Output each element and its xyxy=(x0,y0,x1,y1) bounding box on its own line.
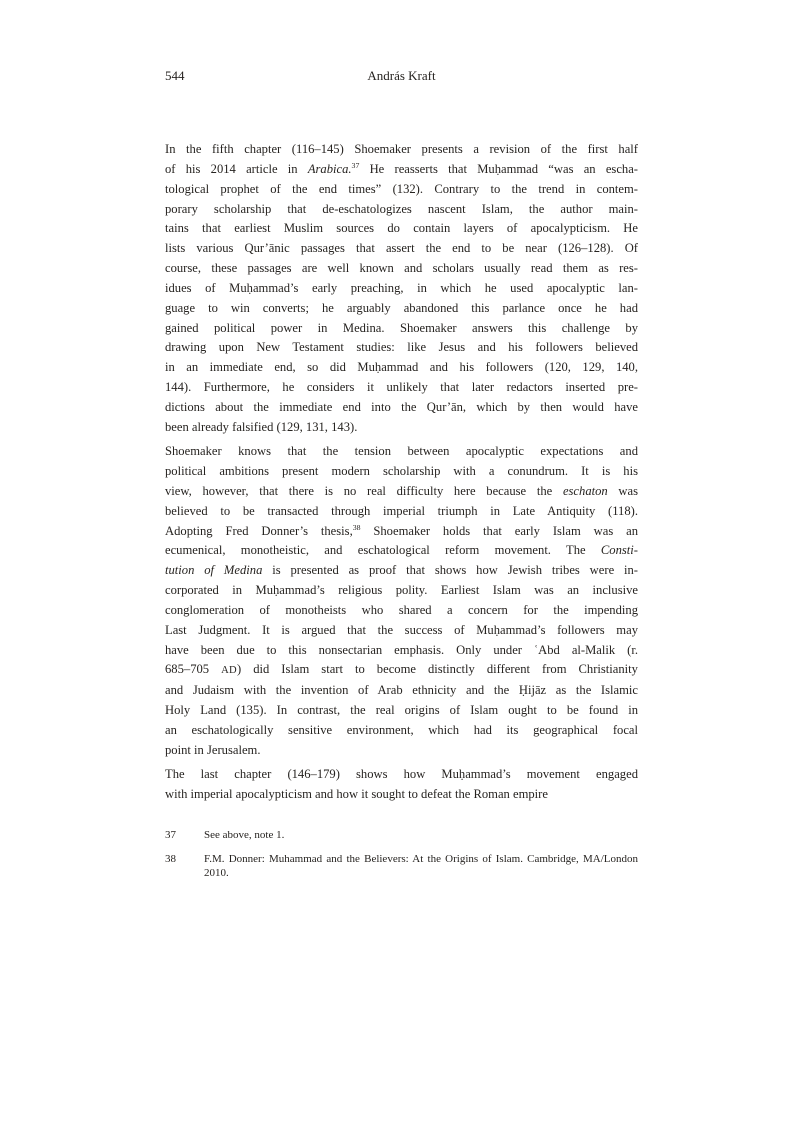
body-text xyxy=(165,140,638,805)
paragraph-1 xyxy=(165,140,638,438)
text-line: 144). Furthermore, he considers it unlikely that later redactors inserted pre- xyxy=(165,380,638,395)
small-caps: AD xyxy=(221,665,237,677)
text-line: point in Jerusalem. xyxy=(165,742,261,757)
text-line: view, however, that there is no real difficulty here because the eschaton was xyxy=(165,483,638,498)
page-number: 544 xyxy=(165,68,185,83)
text-line: gained political power in Medina. Shoemaker answers this challenge by xyxy=(165,320,638,335)
text-line: believed to be transacted through imperial triumph in Late Antiquity (118). xyxy=(165,503,638,518)
text-line: conglomeration of monotheists who shared a concern for the impending xyxy=(165,602,638,617)
paragraph-3 xyxy=(165,765,638,805)
text-line: in an immediate end, so did Muḥammad and his followers (120, 129, 140, xyxy=(165,360,638,375)
footnote-number: 38 xyxy=(165,852,176,865)
text-line: Last Judgment. It is argued that the success of Muḥammad’s followers may xyxy=(165,622,638,637)
text-line: with imperial apocalypticism and how it sought to defeat the Roman empire xyxy=(165,787,548,801)
text-line: The last chapter (146–179) shows how Muḥammad’s movement engaged xyxy=(165,767,638,782)
footnote-text: See above, note 1. xyxy=(204,829,285,841)
text-line: ecumenical, monotheistic, and eschatological reform movement. The Consti- xyxy=(165,543,638,558)
text-line: tains that earliest Muslim sources do contain layers of apocalypticism. He xyxy=(165,221,638,236)
text-line: an eschatologically sensitive environment, which had its geographical focal xyxy=(165,722,638,737)
running-title: András Kraft xyxy=(367,68,436,83)
footnote-text: F.M. Donner: Muhammad and the Believers: At the Origins of Islam. Cambridge, MA/London 2010. xyxy=(204,852,638,880)
footnote-ref: 37 xyxy=(351,160,360,170)
text-line: course, these passages are well known and scholars usually read them as res- xyxy=(165,261,638,276)
text-line: of his 2014 article in Arabica.$^{37}$ He reasserts that Muḥammad “was an escha- xyxy=(165,160,638,176)
text-line: 685–705 AD) did Islam start to become distinctly different from Christianity xyxy=(165,662,638,677)
text-line: In the fifth chapter (116–145) Shoemaker presents a revision of the first half xyxy=(165,142,638,156)
text-line: been already falsified (129, 131, 143). xyxy=(165,419,358,434)
paragraph-2 xyxy=(165,442,638,761)
footnote-number: 37 xyxy=(165,829,176,841)
text-line: tological prophet of the end times” (132). Contrary to the trend in contem- xyxy=(165,181,638,196)
text-line: Holy Land (135). In contrast, the real origins of Islam ought to be found in xyxy=(165,703,638,718)
text-line: dictions about the immediate end into the Qur’ān, which by then would have xyxy=(165,399,638,414)
text-line: drawing upon New Testament studies: like Jesus and his followers believed xyxy=(165,340,638,355)
text-line: and Judaism with the invention of Arab ethnicity and the Ḥijāz as the Islamic xyxy=(165,683,638,698)
text-line: have been due to this nonsectarian emphasis. Only under ʿAbd al-Malik (r. xyxy=(165,642,638,657)
text-line: Adopting Fred Donner’s thesis,$^{38}$ Shoemaker holds that early Islam was an xyxy=(165,522,638,538)
text-line: porary scholarship that de-eschatologizes nascent Islam, the author main- xyxy=(165,201,638,216)
footnote-ref: 38 xyxy=(352,522,361,532)
text-line: lists various Qur’ānic passages that assert the end to be near (126–128). Of xyxy=(165,241,638,256)
page-header xyxy=(165,68,638,86)
footnote-37 xyxy=(165,828,638,843)
footnote-38 xyxy=(165,852,638,881)
text-line: guage to win converts; he arguably abandoned this parlance once he had xyxy=(165,300,638,315)
text-line: corporated in Muḥammad’s religious polity. Earliest Islam was an inclusive xyxy=(165,583,638,598)
footnotes-section xyxy=(165,828,638,890)
text-line: tution of Medina is presented as proof that shows how Jewish tribes were in- xyxy=(165,563,639,578)
text-line: idues of Muḥammad’s early preaching, in which he used apocalyptic lan- xyxy=(165,280,638,295)
text-line: Shoemaker knows that the tension between apocalyptic expectations and xyxy=(165,444,638,459)
text-line: political ambitions present modern scholarship with a conundrum. It is his xyxy=(165,464,638,478)
